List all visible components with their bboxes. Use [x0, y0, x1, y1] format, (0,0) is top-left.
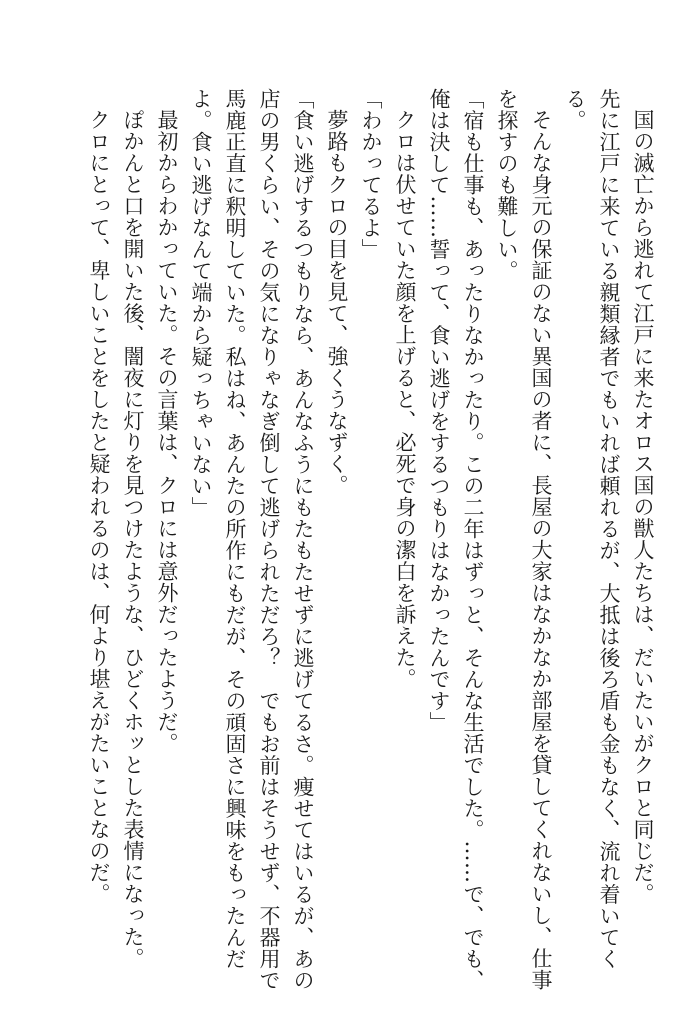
text-line: 国の滅亡から逃れて江戸に来たオロス国の獣人たちは、だいたいがクロと同じだ。	[631, 109, 655, 905]
text-line: 店の男くらい、その気になりゃなぎ倒して逃げられただろ？ でもお前はそうせず、不器用で	[257, 88, 281, 991]
text-line: る。	[563, 88, 587, 131]
text-line: 「わかってるよ」	[359, 88, 383, 260]
text-line: クロにとって、卑しいことをしたと疑われるのは、何より堪えがたいことなのだ。	[87, 109, 111, 905]
text-line: ぽかんと口を開いた後、闇夜に灯りを見つけたような、ひどくホッとした表情になった。	[121, 109, 145, 969]
text-line: 馬鹿正直に釈明していた。私はね、あんたの所作にもだが、その頑固さに興味をもったんだ	[223, 88, 247, 970]
text-line: 「宿も仕事も、あったりなかったり。この二年はずっと、そんな生活でした。……で、でも、	[461, 88, 485, 991]
text-line: 俺は決して……誓って、食い逃げをするつもりはなかったんです」	[427, 88, 451, 733]
text-line: 夢路もクロの目を見て、強くうなずく。	[325, 109, 349, 496]
text-line: クロは伏せていた顔を上げると、必死で身の潔白を訴えた。	[393, 109, 417, 690]
text-line: 先に江戸に来ている親類縁者でもいれば頼れるが、大抵は後ろ盾も金もなく、流れ着いてく	[597, 88, 621, 970]
text-line: を探すのも難しい。	[495, 88, 519, 282]
vertical-text-body	[30, 88, 660, 991]
text-line: よ。食い逃げなんて端から疑っちゃいない」	[189, 88, 213, 518]
text-line: 「食い逃げするつもりなら、あんなふうにもたもたせずに逃げてるさ。痩せてはいるが、あの	[291, 88, 315, 991]
text-line: 最初からわかっていた。その言葉は、クロには意外だったようだ。	[155, 109, 179, 754]
text-line: そんな身元の保証のない異国の者に、長屋の大家はなかなか部屋を貸してくれないし、仕事	[529, 109, 553, 991]
